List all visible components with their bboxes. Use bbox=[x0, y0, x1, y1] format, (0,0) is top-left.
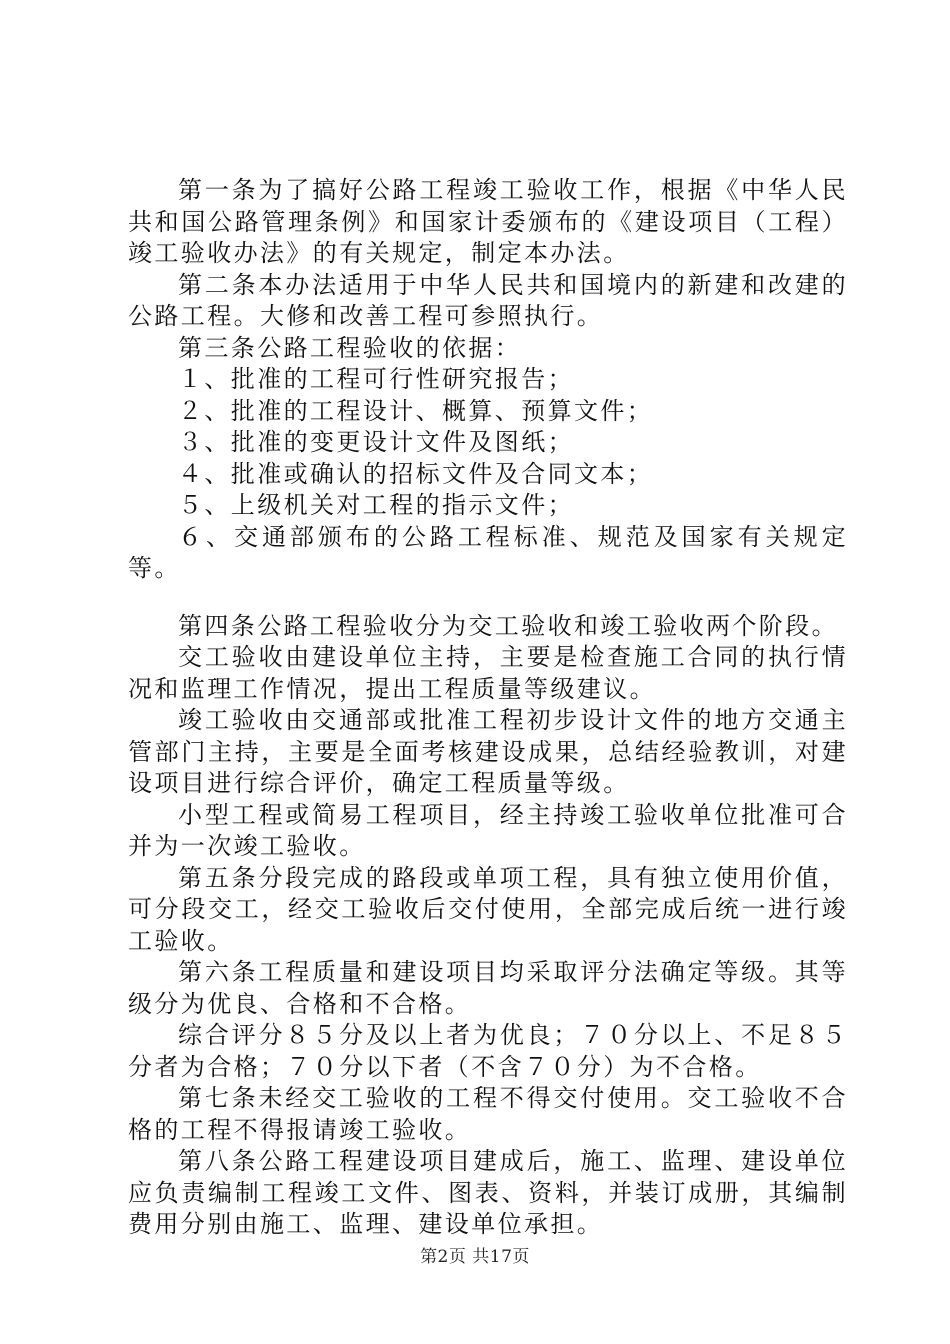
list-item-1: １、批准的工程可行性研究报告； bbox=[178, 365, 574, 393]
document-body bbox=[128, 175, 848, 1241]
list-item-6: ６、交通部颁布的公路工程标准、规范及国家有关规定等。 bbox=[128, 522, 848, 582]
handover-acceptance-paragraph: 交工验收由建设单位主持，主要是检查施工合同的执行情况和监理工作情况，提出工程质量等级建议。 bbox=[128, 643, 848, 703]
article-1-paragraph: 第一条为了搞好公路工程竣工验收工作，根据《中华人民共和国公路管理条例》和国家计委颁布的《建设项目（工程）竣工验收办法》的有关规定，制定本办法。 bbox=[128, 176, 848, 267]
article-4-paragraph: 第四条公路工程验收分为交工验收和竣工验收两个阶段。 bbox=[178, 611, 838, 640]
small-project-paragraph: 小型工程或简易工程项目，经主持竣工验收单位批准可合并为一次竣工验收。 bbox=[128, 800, 848, 860]
page-number-footer: 第2页 共17页 bbox=[420, 1247, 530, 1267]
article-8-paragraph: 第八条公路工程建设项目建成后，施工、监理、建设单位应负责编制工程竣工文件、图表、资料，并装订成册，其编制费用分别由施工、监理、建设单位承担。 bbox=[128, 1147, 848, 1238]
completion-acceptance-paragraph: 竣工验收由交通部或批准工程初步设计文件的地方交通主管部门主持，主要是全面考核建设成果，总结经验教训，对建设项目进行综合评价，确定工程质量等级。 bbox=[128, 706, 848, 797]
article-7-paragraph: 第七条未经交工验收的工程不得交付使用。交工验收不合格的工程不得报请竣工验收。 bbox=[128, 1084, 848, 1144]
list-item-3: ３、批准的变更设计文件及图纸； bbox=[178, 428, 574, 456]
article-6-paragraph: 第六条工程质量和建设项目均采取评分法确定等级。其等级分为优良、合格和不合格。 bbox=[128, 958, 848, 1018]
article-5-paragraph: 第五条分段完成的路段或单项工程，具有独立使用价值，可分段交工，经交工验收后交付使用，全部完成后统一进行竣工验收。 bbox=[128, 863, 848, 955]
list-item-5: ５、上级机关对工程的指示文件； bbox=[178, 491, 574, 519]
list-item-2: ２、批准的工程设计、概算、预算文件； bbox=[178, 396, 654, 425]
list-item-4: ４、批准或确认的招标文件及合同文本； bbox=[178, 459, 654, 488]
scoring-paragraph: 综合评分８５分及以上者为优良；７０分以上、不足８５分者为合格；７０分以下者（不含７０分）为不合格。 bbox=[128, 1021, 848, 1081]
article-3-paragraph: 第三条公路工程验收的依据： bbox=[178, 333, 522, 362]
article-2-paragraph: 第二条本办法适用于中华人民共和国境内的新建和改建的公路工程。大修和改善工程可参照执行。 bbox=[128, 270, 848, 330]
